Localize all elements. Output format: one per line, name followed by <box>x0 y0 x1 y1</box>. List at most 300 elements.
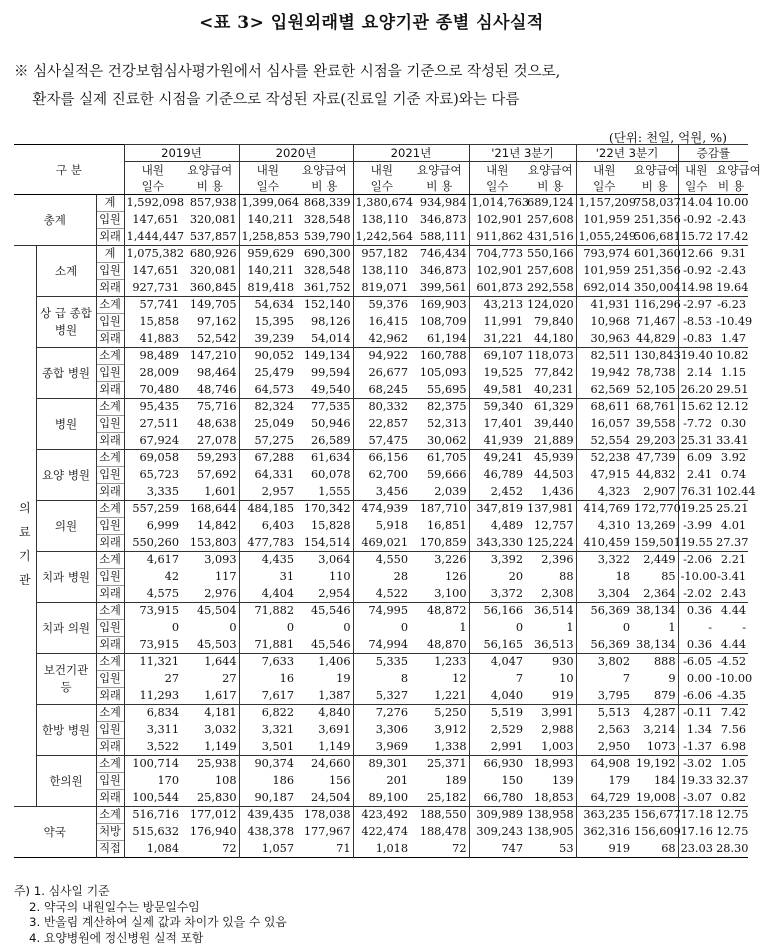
table-cell: 2,954 <box>296 586 353 603</box>
table-cell: 2,364 <box>632 586 678 603</box>
table-cell: 24,504 <box>296 790 353 807</box>
table-cell: 98,464 <box>181 365 239 382</box>
table-row <box>14 756 748 773</box>
table-cell: 484,185 <box>247 502 295 516</box>
header-visit-days: 일수 <box>678 178 714 195</box>
table-cell: 689,124 <box>525 195 576 212</box>
header-benefit-cost: 비 용 <box>632 178 678 195</box>
table-row <box>14 739 748 756</box>
table-cell: 410,459 <box>583 535 631 549</box>
footnote-4: 4. 요양병원에 정신병원 실적 포함 <box>14 930 204 945</box>
table-cell: 1.34 <box>686 723 713 736</box>
table-cell: 67,288 <box>254 451 295 465</box>
row-sub-label: 계 <box>96 195 124 212</box>
table-cell: 4.44 <box>720 604 747 618</box>
table-cell: 1,555 <box>296 484 353 501</box>
table-row <box>14 654 748 671</box>
table-cell: 4.01 <box>720 519 747 532</box>
table-cell: 1.15 <box>720 366 747 379</box>
table-cell: 4,310 <box>597 519 631 532</box>
table-row <box>14 331 748 348</box>
table-cell: 1,242,564 <box>355 229 414 243</box>
table-cell: 4,550 <box>375 553 409 567</box>
table-cell: 27 <box>181 671 239 688</box>
table-cell: 758,037 <box>632 195 678 212</box>
row-sub-label: 입원 <box>96 314 124 331</box>
group-label: 한방 병원 <box>36 705 96 756</box>
table-cell: 75,716 <box>181 399 239 416</box>
row-sub-label: 외래 <box>96 433 124 450</box>
table-cell: - <box>708 621 713 634</box>
table-cell: 7.56 <box>720 723 747 736</box>
footnote-2: 2. 약국의 내원일수는 방문일수임 <box>14 899 200 914</box>
table-cell: 52,238 <box>590 451 631 465</box>
table-cell: 147,651 <box>132 213 180 226</box>
table-cell: 7 <box>469 671 525 688</box>
table-cell: 12.75 <box>716 808 749 822</box>
table-cell: 29,203 <box>632 433 678 450</box>
row-sub-label: 외래 <box>96 790 124 807</box>
table-cell: 19.55 <box>680 535 713 549</box>
table-row <box>14 790 748 807</box>
table-cell: 1 <box>632 620 678 637</box>
table-cell: 1,387 <box>296 688 353 705</box>
header-visit-days: 내원 <box>141 163 164 177</box>
table-cell: 160,788 <box>410 348 469 365</box>
table-cell: 5,250 <box>410 705 469 722</box>
table-cell: 350,004 <box>632 280 678 297</box>
table-cell: 19.40 <box>680 349 713 363</box>
table-cell: 25,830 <box>181 790 239 807</box>
table-cell: -8.53 <box>683 315 713 328</box>
table-cell: 2.21 <box>720 553 747 567</box>
table-cell: 53 <box>525 841 576 858</box>
table-cell: 97,162 <box>181 314 239 331</box>
table-cell: 1.47 <box>720 331 747 345</box>
table-cell: 320,081 <box>181 212 239 229</box>
table-row <box>14 722 748 739</box>
row-sub-label: 외래 <box>96 688 124 705</box>
table-cell: 2.43 <box>720 586 747 600</box>
table-cell: 42 <box>164 570 180 583</box>
table-cell: 30,062 <box>410 433 469 450</box>
table-cell: 130,843 <box>632 348 678 365</box>
table-cell: 11,293 <box>139 688 180 702</box>
table-cell: 179 <box>608 774 631 787</box>
table-cell: 65,723 <box>139 468 180 481</box>
table-cell: 102,901 <box>469 263 525 280</box>
table-cell: 1,084 <box>146 841 180 855</box>
table-cell: 187,710 <box>410 501 469 518</box>
row-sub-label: 소계 <box>96 654 124 671</box>
table-cell: 7,633 <box>261 655 295 669</box>
table-cell: 4,181 <box>181 705 239 722</box>
table-cell: 17.18 <box>680 808 713 822</box>
table-cell: 69,107 <box>469 348 525 365</box>
table-cell: 0 <box>171 621 180 634</box>
table-cell: 15,395 <box>254 315 295 328</box>
table-cell: 1,221 <box>410 688 469 705</box>
header-visit-days: 일수 <box>353 178 410 195</box>
header-visit-days: 내원 <box>593 163 616 177</box>
table-cell: 78,738 <box>632 365 678 382</box>
table-cell: 62,700 <box>368 468 409 481</box>
table-cell: 102,901 <box>469 212 525 229</box>
table-cell: 52,542 <box>181 331 239 348</box>
table-cell: 25.31 <box>680 433 713 447</box>
table-cell: 516,716 <box>132 808 180 822</box>
table-row <box>14 603 748 620</box>
table-row <box>14 807 748 824</box>
table-cell: 11,991 <box>469 314 525 331</box>
table-cell: 43,213 <box>469 297 525 314</box>
table-cell: 153,803 <box>181 535 239 552</box>
table-cell: 868,339 <box>296 195 353 212</box>
row-sub-label: 소계 <box>96 297 124 314</box>
note-line-2: 환자를 실제 진료한 시점을 기준으로 작성된 자료(진료일 기준 자료)와는 다름 <box>14 92 520 108</box>
table-cell: 41,939 <box>469 433 525 450</box>
table-cell: 31 <box>279 570 295 583</box>
table-cell: 170 <box>157 774 180 787</box>
group-label: 치과 의원 <box>36 603 96 654</box>
table-cell: 2,396 <box>525 552 576 569</box>
table-cell: 95,435 <box>139 400 180 414</box>
table-cell: 0.36 <box>686 604 713 618</box>
table-cell: 19,192 <box>632 756 678 773</box>
table-cell: 147,210 <box>181 348 239 365</box>
table-cell: 140,211 <box>247 264 295 277</box>
group-label: 소계 <box>36 246 96 297</box>
table-row <box>14 280 748 297</box>
table-cell: 90,374 <box>254 757 295 771</box>
row-sub-label: 입원 <box>96 620 124 637</box>
table-cell: 62,569 <box>590 382 631 396</box>
table-cell: 3,372 <box>469 586 525 603</box>
table-row <box>14 382 748 399</box>
header-benefit-cost: 비 용 <box>181 178 239 195</box>
table-row <box>14 705 748 722</box>
table-cell: 328,548 <box>296 263 353 280</box>
table-cell: 6.09 <box>686 451 713 465</box>
table-cell: -10.00 <box>716 672 753 685</box>
table-cell: 38,134 <box>632 603 678 620</box>
table-cell: 1,018 <box>375 841 409 855</box>
table-cell: 100,714 <box>132 757 180 771</box>
table-cell: 16,415 <box>368 315 409 328</box>
table-cell: 439,435 <box>247 808 295 822</box>
table-cell: 57,741 <box>139 298 180 312</box>
table-cell: 170,859 <box>410 535 469 552</box>
table-cell: 67,924 <box>139 433 180 447</box>
table-cell: 64,729 <box>590 790 631 804</box>
table-cell: 1,644 <box>181 654 239 671</box>
table-cell: 1,014,763 <box>469 195 525 212</box>
header-benefit-cost: 요양급여 <box>525 162 576 179</box>
table-cell: 3,093 <box>181 552 239 569</box>
table-cell: 177,012 <box>181 807 239 824</box>
row-sub-label: 소계 <box>96 348 124 365</box>
table-cell: 110 <box>296 569 353 586</box>
table-cell: 474,939 <box>361 502 409 516</box>
table-row <box>14 263 748 280</box>
table-cell: 25,049 <box>254 417 295 430</box>
header-visit-days: 일수 <box>124 178 181 195</box>
table-cell: 54,014 <box>296 331 353 348</box>
table-cell: 3,456 <box>375 484 409 498</box>
table-row <box>14 841 748 858</box>
header-visit-days: 일수 <box>576 178 632 195</box>
table-cell: 85 <box>632 569 678 586</box>
table-cell: 89,301 <box>368 757 409 771</box>
row-sub-label: 직접 <box>96 841 124 858</box>
table-cell: 477,783 <box>247 535 295 549</box>
table-row <box>14 671 748 688</box>
header-benefit-cost: 요양급여 <box>296 162 353 179</box>
row-sub-label: 외래 <box>96 280 124 297</box>
table-row <box>14 552 748 569</box>
table-cell: 186 <box>272 774 295 787</box>
table-cell: 88 <box>525 569 576 586</box>
row-sub-label: 외래 <box>96 229 124 246</box>
row-sub-label: 외래 <box>96 382 124 399</box>
table-cell: 100,544 <box>132 790 180 804</box>
table-cell: 45,503 <box>181 637 239 654</box>
table-cell: 2,988 <box>525 722 576 739</box>
table-cell: 108,709 <box>410 314 469 331</box>
table-cell: 4,435 <box>261 553 295 567</box>
header-visit-days: 내원 <box>685 163 708 177</box>
table-cell: -3.99 <box>683 519 713 532</box>
table-cell: 414,769 <box>583 502 631 516</box>
table-cell: 0.00 <box>686 672 713 685</box>
table-cell: 74,995 <box>368 604 409 618</box>
table-cell: 3.92 <box>720 451 747 465</box>
table-cell: 888 <box>632 654 678 671</box>
table-cell: 2,976 <box>181 586 239 603</box>
table-cell: 23.03 <box>680 841 713 855</box>
header-period: '21년 3분기 <box>469 145 576 162</box>
table-cell: 138,110 <box>361 264 409 277</box>
table-cell: 10.00 <box>716 196 749 210</box>
table-cell: 346,873 <box>410 263 469 280</box>
header-period: 2020년 <box>239 145 353 162</box>
group-label: 약국 <box>14 807 96 858</box>
table-cell: 0.36 <box>686 637 713 651</box>
table-cell: 61,634 <box>296 450 353 467</box>
table-cell: 469,021 <box>361 535 409 549</box>
table-cell: 588,111 <box>410 229 469 246</box>
table-cell: 156 <box>296 773 353 790</box>
table-cell: 44,503 <box>525 467 576 484</box>
table-cell: 20 <box>469 569 525 586</box>
row-sub-label: 입원 <box>96 518 124 535</box>
table-cell: 438,378 <box>247 825 295 838</box>
table-cell: 90,052 <box>254 349 295 363</box>
table-cell: 68,611 <box>590 400 631 414</box>
table-cell: 44,180 <box>525 331 576 348</box>
table-cell: 17,401 <box>469 416 525 433</box>
table-cell: 10 <box>525 671 576 688</box>
table-cell: 692,014 <box>583 280 631 294</box>
header-category: 구 분 <box>14 145 124 195</box>
header-period: 2021년 <box>353 145 469 162</box>
table-cell: -2.02 <box>683 586 713 600</box>
table-cell: -3.07 <box>683 790 713 804</box>
table-row <box>14 246 748 263</box>
table-cell: 747 <box>469 841 525 858</box>
note-line-1: ※ 심사실적은 건강보험심사평가원에서 심사를 완료한 시점을 기준으로 작성된 것으로, <box>14 64 561 80</box>
table-cell: 5,335 <box>375 655 409 669</box>
table-cell: 5,513 <box>597 706 631 720</box>
row-sub-label: 외래 <box>96 739 124 756</box>
table-cell: 879 <box>632 688 678 705</box>
table-cell: 72 <box>410 841 469 858</box>
table-cell: 201 <box>386 774 409 787</box>
table-row <box>14 416 748 433</box>
table-row <box>14 450 748 467</box>
table-cell: 746,434 <box>410 246 469 263</box>
table-cell: 68 <box>632 841 678 858</box>
table-cell: 36,514 <box>525 603 576 620</box>
table-cell: 6,822 <box>261 706 295 720</box>
table-cell: 27.37 <box>716 535 749 549</box>
header-benefit-cost: 요양급여 <box>716 163 761 177</box>
table-cell: 49,581 <box>469 382 525 399</box>
table-cell: 360,845 <box>181 280 239 297</box>
table-cell: -0.11 <box>683 706 713 720</box>
table-cell: 138,958 <box>525 807 576 824</box>
table-cell: 138,905 <box>525 824 576 841</box>
header-visit-days: 내원 <box>256 163 279 177</box>
table-cell: 30,963 <box>590 331 631 345</box>
table-cell: 26.20 <box>680 382 713 396</box>
table-cell: 0 <box>400 621 409 634</box>
table-cell: 3,969 <box>375 739 409 753</box>
table-cell: 793,974 <box>583 247 631 261</box>
table-cell: 957,182 <box>361 247 409 261</box>
row-sub-label: 계 <box>96 246 124 263</box>
table-cell: 309,989 <box>469 807 525 824</box>
group-label: 상 급 종합병원 <box>36 297 96 348</box>
table-cell: 0.74 <box>720 468 747 481</box>
table-cell: 251,356 <box>632 263 678 280</box>
header-benefit-cost: 비 용 <box>714 178 748 195</box>
table-cell: 149,134 <box>296 348 353 365</box>
row-sub-label: 소계 <box>96 552 124 569</box>
table-cell: 59,666 <box>410 467 469 484</box>
table-cell: 55,695 <box>410 382 469 399</box>
table-cell: 3,691 <box>296 722 353 739</box>
table-cell: 12.66 <box>680 247 713 261</box>
table-cell: 1,601 <box>181 484 239 501</box>
table-cell: 40,231 <box>525 382 576 399</box>
table-cell: 76.31 <box>680 484 713 498</box>
table-cell: 172,770 <box>632 501 678 518</box>
table-cell: 4,287 <box>632 705 678 722</box>
table-cell: 1,399,064 <box>241 196 300 210</box>
table-cell: 44,832 <box>632 467 678 484</box>
table-row <box>14 484 748 501</box>
table-cell: 57,692 <box>181 467 239 484</box>
table-cell: 11,321 <box>139 655 180 669</box>
table-cell: 1,149 <box>296 739 353 756</box>
row-sub-label: 외래 <box>96 637 124 654</box>
table-cell: 48,638 <box>181 416 239 433</box>
table-cell: 328,548 <box>296 212 353 229</box>
row-sub-label: 입원 <box>96 722 124 739</box>
table-row <box>14 569 748 586</box>
table-cell: 1,258,853 <box>241 229 300 243</box>
table-cell: 102.44 <box>716 484 756 498</box>
table-cell: 19,008 <box>632 790 678 807</box>
table-cell: 68,245 <box>368 382 409 396</box>
header-visit-days: 내원 <box>370 163 393 177</box>
table-cell: 10,968 <box>590 315 631 328</box>
table-cell: 3,392 <box>469 552 525 569</box>
table-cell: 6,834 <box>146 706 180 720</box>
table-cell: 138,110 <box>361 213 409 226</box>
table-cell: 6.98 <box>720 739 747 753</box>
row-sub-label: 소계 <box>96 450 124 467</box>
table-cell: 3,304 <box>597 586 631 600</box>
table-cell: 38,134 <box>632 637 678 654</box>
table-cell: 42,962 <box>368 331 409 345</box>
table-cell: 19.64 <box>716 280 749 294</box>
table-cell: -3.41 <box>717 570 747 583</box>
table-cell: 15,828 <box>296 518 353 535</box>
table-cell: 2,529 <box>469 722 525 739</box>
table-cell: 19.25 <box>680 502 713 516</box>
table-cell: 56,166 <box>469 603 525 620</box>
table-cell: 17.42 <box>716 229 749 243</box>
table-cell: 94,922 <box>368 349 409 363</box>
table-cell: 45,939 <box>525 450 576 467</box>
header-visit-days: 일수 <box>239 178 296 195</box>
table-cell: 1,338 <box>410 739 469 756</box>
table-cell: 19 <box>296 671 353 688</box>
group-label: 치과 병원 <box>36 552 96 603</box>
table-cell: 54,634 <box>254 298 295 312</box>
table-cell: 4,404 <box>261 586 295 600</box>
row-sub-label: 처방 <box>96 824 124 841</box>
table-cell: 857,938 <box>181 195 239 212</box>
table-cell: 26,589 <box>296 433 353 450</box>
table-cell: 4,489 <box>469 518 525 535</box>
group-label: 의원 <box>36 501 96 552</box>
table-cell: 422,474 <box>361 825 409 838</box>
table-cell: 12.12 <box>716 400 749 414</box>
table-cell: 3,795 <box>597 688 631 702</box>
table-cell: 170,342 <box>296 501 353 518</box>
table-cell: 31,221 <box>469 331 525 348</box>
table-cell: 1,003 <box>525 739 576 756</box>
table-cell: 1,436 <box>525 484 576 501</box>
table-row <box>14 467 748 484</box>
table-cell: 44,829 <box>632 331 678 348</box>
table-cell: -6.23 <box>717 298 747 312</box>
table-cell: 25,371 <box>410 756 469 773</box>
table-cell: 3,335 <box>146 484 180 498</box>
table-cell: 156,677 <box>632 807 678 824</box>
table-cell: 184 <box>632 773 678 790</box>
table-cell: -3.02 <box>683 757 713 771</box>
table-cell: 147,651 <box>132 264 180 277</box>
table-cell: 3,522 <box>146 739 180 753</box>
table-cell: 9 <box>632 671 678 688</box>
table-cell: 3,322 <box>597 553 631 567</box>
group-label: 병원 <box>36 399 96 450</box>
table-cell: 257,608 <box>525 212 576 229</box>
